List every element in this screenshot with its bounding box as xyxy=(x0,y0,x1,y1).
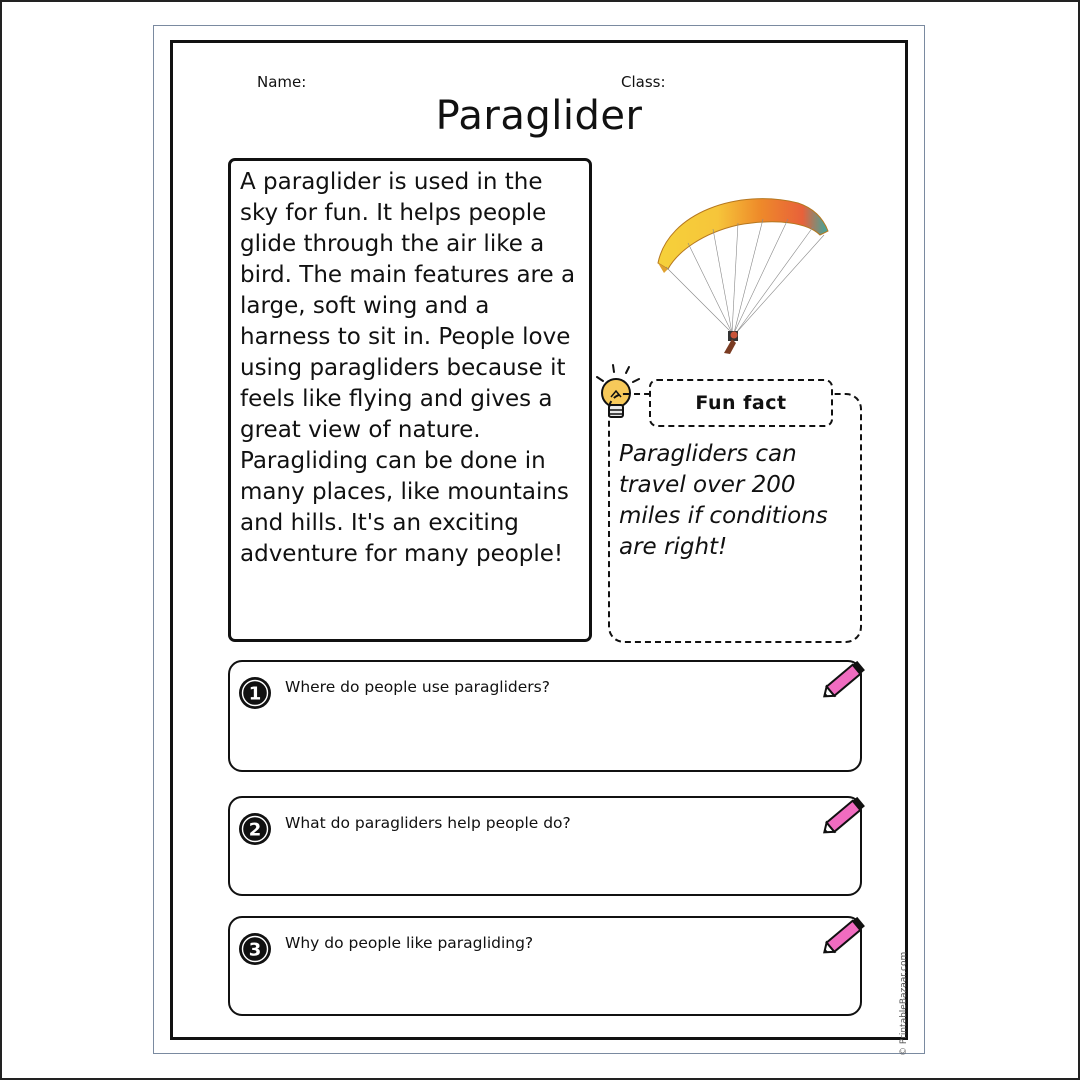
question-text-1: Where do people use paragliders? xyxy=(285,678,550,696)
question-number-2: 2 xyxy=(248,819,262,841)
pencil-icon xyxy=(818,788,872,842)
pencil-icon xyxy=(818,908,872,962)
copyright-text: © PrintableBazaar.com xyxy=(899,951,909,1056)
class-label: Class: xyxy=(621,73,666,91)
paraglider-illustration xyxy=(628,173,848,358)
reading-passage-text: A paraglider is used in the sky for fun. It helps people glide through the air like a bird. The main features are a large, soft wing and a harness to sit in. People love using paragliders because it feels like flying and gives a great view of nature. Paragliding can be done in many places, like mountains and hills. It's an exciting adventure for many people! xyxy=(240,169,576,567)
reading-passage-box xyxy=(228,158,592,642)
page-title: Paraglider xyxy=(435,93,643,139)
fun-fact-text: Paragliders can travel over 200 miles if conditions are right! xyxy=(619,441,828,560)
question-box-3[interactable] xyxy=(228,916,862,1016)
question-number-1: 1 xyxy=(248,683,262,705)
pencil-icon xyxy=(818,652,872,706)
number-two-icon xyxy=(238,812,272,846)
worksheet-border xyxy=(170,40,908,1040)
question-box-2[interactable] xyxy=(228,796,862,896)
question-box-1[interactable] xyxy=(228,660,862,772)
worksheet-page xyxy=(153,25,925,1054)
name-label: Name: xyxy=(257,73,307,91)
question-text-2: What do paragliders help people do? xyxy=(285,814,571,832)
number-one-icon xyxy=(238,676,272,710)
number-three-icon xyxy=(238,932,272,966)
question-text-3: Why do people like paragliding? xyxy=(285,934,534,952)
fun-fact-label: Fun fact xyxy=(649,379,833,427)
question-number-3: 3 xyxy=(248,939,262,961)
